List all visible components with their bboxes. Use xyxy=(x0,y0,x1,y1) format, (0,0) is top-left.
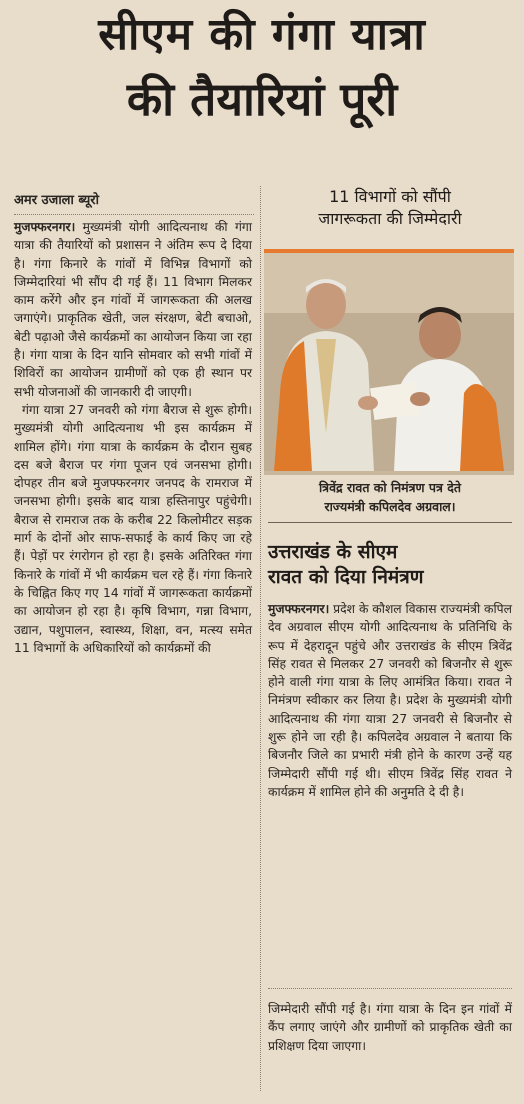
news-photo xyxy=(264,249,514,475)
sub-story-heading-line-1: उत्तराखंड के सीएम xyxy=(268,541,398,563)
column-divider xyxy=(260,186,261,1091)
side-heading-line-1: 11 विभागों को सौंपी xyxy=(329,187,451,206)
sub-story-dateline: मुजफ्फरनगर। xyxy=(268,602,330,616)
main-article-continuation xyxy=(268,1000,512,1055)
main-article-body xyxy=(14,218,252,657)
sub-story-heading xyxy=(268,540,512,590)
section-divider xyxy=(268,988,512,989)
main-paragraph-2: गंगा यात्रा 27 जनवरी को गंगा बैराज से शुरू होगी। मुख्यमंत्री योगी आदित्यनाथ भी इस कार्यक्रम में शामिल होंगे। गंगा यात्रा के कार्यक्रम के दौरान सुबह दस बजे बैराज पर गंगा पूजन एवं जनसभा होगी। दोपहर तीन बजे मुजफ्फरनगर जनपद के रामराज में जनसभा होगी। इसके बाद यात्रा हस्तिनापुर पहुंचेगी। बैराज से रामराज तक के करीब 22 किलोमीटर सड़क मार्ग के दोनों ओर साफ-सफाई के कार्य किए जा रहे हैं। पेड़ों पर रंगरोगन हो रहा है। इसके अतिरिक्त गंगा किनारे के गांवों में भी कार्यक्रम चल रहे हैं। गंगा किनारे के चिह्नित किए गए 14 गांवों में जागरूकता कार्यक्रमों का आयोजन हो रहा है। कृषि विभाग, गन्ना विभाग, उद्यान, पशुपालन, स्वास्थ्य, शिक्षा, वन, मत्स्य समेत 11 विभागों के अधिकारियों को कार्यक्रमों की xyxy=(14,402,252,655)
main-paragraph-1 xyxy=(14,218,252,401)
dateline: मुजफ्फरनगर। xyxy=(14,220,76,234)
photo-two-men-illustration xyxy=(264,253,514,471)
sub-story-body xyxy=(268,600,512,801)
sub-story-paragraph xyxy=(268,600,512,801)
photo-caption-line-1: त्रिवेंद्र रावत को निमंत्रण पत्र देते xyxy=(318,480,462,495)
main-paragraph-1-text: मुख्यमंत्री योगी आदित्यनाथ की गंगा यात्रा की तैयारियों को प्रशासन ने अंतिम रूप दे दिया है। गंगा किनारे के गांवों में विभिन्न विभागों को जिम्मेदारियां भी सौंप दी गई हैं। 11 विभाग मिलकर काम करेंगे और इन गांवों में जागरूकता की अलख जगाएंगे। प्राकृतिक खेती, जल संरक्षण, बेटी बचाओ, बेटी पढ़ाओ जैसे कार्यक्रमों का आयोजन किया जा रहा है। गंगा यात्रा के दिन यानि सोमवार को सभी गांवों में शिविरों का आयोजन ग्रामीणों को एक ही स्थान पर सभी योजनाओं की जानकारी दी जाएगी। xyxy=(14,220,252,399)
sub-story-text: प्रदेश के कौशल विकास राज्यमंत्री कपिल देव अग्रवाल सीएम योगी आदित्यनाथ के प्रतिनिधि के रूप में देहरादून पहुंचे और उत्तराखंड के सीएम त्रिवेंद्र सिंह रावत से मिलकर 27 जनवरी को बिजनौर से शुरू होने वाली गंगा यात्रा के लिए आमंत्रित किया। रावत ने निमंत्रण स्वीकार कर लिया है। प्रदेश के मुख्यमंत्री योगी आदित्यनाथ की गंगा यात्रा 27 जनवरी से बिजनौर से शुरू होने जा रही है। कपिलदेव अग्रवाल ने बताया कि बिजनौर जिले का प्रभारी मंत्री होने के कारण उन्हें यह जिम्मेदारी सौंपी गई थी। सीएम त्रिवेंद्र सिंह रावत ने कार्यक्रम में शामिल होने की अनुमति दे दी है। xyxy=(268,602,512,799)
sub-story-heading-line-2: रावत को दिया निमंत्रण xyxy=(268,566,424,588)
headline xyxy=(0,6,524,130)
headline-line-2: की तैयारियां पूरी xyxy=(126,72,398,126)
continuation-paragraph: जिम्मेदारी सौंपी गई है। गंगा यात्रा के दिन इन गांवों में कैंप लगाए जाएंगे और ग्रामीणों को प्राकृतिक खेती का प्रशिक्षण दिया जाएगा। xyxy=(268,1002,512,1053)
byline: अमर उजाला ब्यूरो xyxy=(14,190,254,215)
photo-caption xyxy=(268,478,512,523)
side-heading xyxy=(268,186,512,230)
photo-caption-line-2: राज्यमंत्री कपिलदेव अग्रवाल। xyxy=(324,499,456,514)
headline-line-1: सीएम की गंगा यात्रा xyxy=(98,9,426,60)
side-heading-line-2: जागरूकता की जिम्मेदारी xyxy=(318,209,462,228)
